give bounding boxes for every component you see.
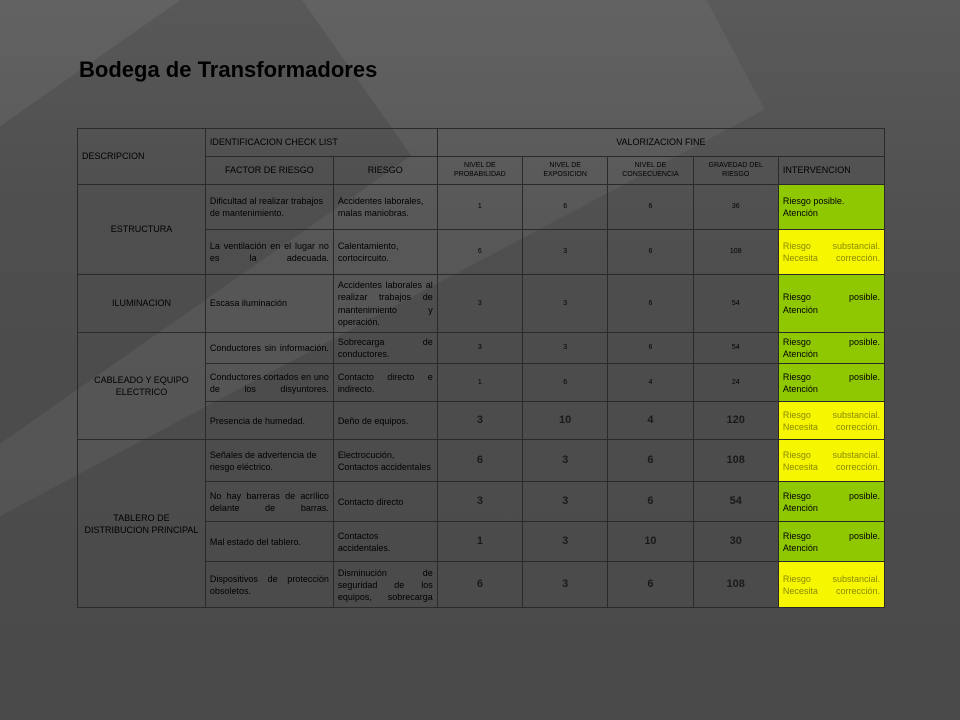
consecuencia-cell: 6: [608, 562, 693, 608]
consecuencia-cell: 6: [608, 482, 693, 522]
factor-cell: Presencia de humedad.: [205, 402, 333, 440]
intervencion-cell: Riesgo posible. Atención: [778, 333, 884, 364]
exposicion-cell: 3: [523, 275, 608, 333]
intervencion-cell: Riesgo substancial. Necesita corrección.: [778, 562, 884, 608]
consecuencia-cell: 4: [608, 402, 693, 440]
probabilidad-cell: 6: [437, 562, 522, 608]
header-descripcion: DESCRIPCION: [78, 129, 206, 185]
riesgo-cell: Contacto directo e indirecto.: [333, 364, 437, 402]
slide-title: Bodega de Transformadores: [79, 57, 378, 82]
probabilidad-cell: 3: [437, 482, 522, 522]
intervencion-cell: Riesgo posible. Atención: [778, 364, 884, 402]
factor-cell: Escasa iluminación: [205, 275, 333, 333]
probabilidad-cell: 1: [437, 185, 522, 230]
header-intervencion: INTERVENCION: [778, 157, 884, 185]
probabilidad-cell: 3: [437, 275, 522, 333]
risk-table: [77, 128, 885, 608]
header-valorizacion: VALORIZACION FINE: [437, 129, 884, 157]
gravedad-cell: 24: [693, 364, 778, 402]
riesgo-cell: Calentamiento, cortocircuito.: [333, 230, 437, 275]
table-row: [78, 185, 885, 230]
riesgo-cell: Contactos accidentales.: [333, 522, 437, 562]
gravedad-cell: 108: [693, 562, 778, 608]
gravedad-cell: 108: [693, 440, 778, 482]
consecuencia-cell: 6: [608, 185, 693, 230]
gravedad-cell: 36: [693, 185, 778, 230]
gravedad-cell: 120: [693, 402, 778, 440]
header-probabilidad: NIVEL DE PROBABILIDAD: [437, 157, 522, 185]
exposicion-cell: 6: [523, 364, 608, 402]
factor-cell: Señales de advertencia de riesgo eléctrico.: [205, 440, 333, 482]
gravedad-cell: 54: [693, 275, 778, 333]
riesgo-cell: Disminución de seguridad de los equipos, sobrecarga: [333, 562, 437, 608]
gravedad-cell: 108: [693, 230, 778, 275]
probabilidad-cell: 3: [437, 333, 522, 364]
table-row: [78, 333, 885, 364]
intervencion-cell: Riesgo posible. Atención: [778, 522, 884, 562]
probabilidad-cell: 1: [437, 522, 522, 562]
exposicion-cell: 3: [523, 333, 608, 364]
gravedad-cell: 54: [693, 333, 778, 364]
exposicion-cell: 3: [523, 562, 608, 608]
probabilidad-cell: 3: [437, 402, 522, 440]
exposicion-cell: 3: [523, 482, 608, 522]
probabilidad-cell: 1: [437, 364, 522, 402]
header-row-1: [78, 129, 885, 157]
exposicion-cell: 3: [523, 230, 608, 275]
consecuencia-cell: 6: [608, 275, 693, 333]
riesgo-cell: Deño de equipos.: [333, 402, 437, 440]
consecuencia-cell: 10: [608, 522, 693, 562]
intervencion-cell: Riesgo substancial. Necesita corrección.: [778, 230, 884, 275]
exposicion-cell: 3: [523, 522, 608, 562]
consecuencia-cell: 6: [608, 333, 693, 364]
gravedad-cell: 54: [693, 482, 778, 522]
exposicion-cell: 6: [523, 185, 608, 230]
factor-cell: Mal estado del tablero.: [205, 522, 333, 562]
table-row: [78, 275, 885, 333]
intervencion-cell: Riesgo substancial. Necesita corrección.: [778, 440, 884, 482]
exposicion-cell: 10: [523, 402, 608, 440]
section-tablero: TABLERO DE DISTRIBUCION PRINCIPAL: [78, 440, 206, 608]
factor-cell: Dificultad al realizar trabajos de mantenimiento.: [205, 185, 333, 230]
riesgo-cell: Accidentes laborales, malas maniobras.: [333, 185, 437, 230]
riesgo-cell: Electrocución, Contactos accidentales: [333, 440, 437, 482]
exposicion-cell: 3: [523, 440, 608, 482]
riesgo-cell: Accidentes laborales al realizar trabajos de mantenimiento y operación.: [333, 275, 437, 333]
factor-cell: La ventilación en el lugar no es la adecuada.: [205, 230, 333, 275]
riesgo-cell: Contacto directo: [333, 482, 437, 522]
section-estructura: ESTRUCTURA: [78, 185, 206, 275]
factor-cell: No hay barreras de acrílico delante de barras.: [205, 482, 333, 522]
probabilidad-cell: 6: [437, 440, 522, 482]
table-row: [78, 440, 885, 482]
header-identificacion: IDENTIFICACION CHECK LIST: [205, 129, 437, 157]
intervencion-cell: Riesgo posible. Atención: [778, 185, 884, 230]
section-cableado: CABLEADO Y EQUIPO ELECTRICO: [78, 333, 206, 440]
header-gravedad: GRAVEDAD DEL RIESGO: [693, 157, 778, 185]
intervencion-cell: Riesgo substancial. Necesita corrección.: [778, 402, 884, 440]
factor-cell: Conductores sin información.: [205, 333, 333, 364]
gravedad-cell: 30: [693, 522, 778, 562]
consecuencia-cell: 4: [608, 364, 693, 402]
factor-cell: Conductores cortados en uno de los disyuntores.: [205, 364, 333, 402]
header-riesgo: RIESGO: [333, 157, 437, 185]
header-exposicion: NIVEL DE EXPOSICION: [523, 157, 608, 185]
section-iluminacion: ILUMINACION: [78, 275, 206, 333]
consecuencia-cell: 6: [608, 440, 693, 482]
probabilidad-cell: 6: [437, 230, 522, 275]
consecuencia-cell: 6: [608, 230, 693, 275]
header-factor: FACTOR DE RIESGO: [205, 157, 333, 185]
factor-cell: Dispositivos de protección obsoletos.: [205, 562, 333, 608]
header-consecuencia: NIVEL DE CONSECUENCIA: [608, 157, 693, 185]
intervencion-cell: Riesgo posible. Atención: [778, 482, 884, 522]
riesgo-cell: Sobrecarga de conductores.: [333, 333, 437, 364]
intervencion-cell: Riesgo posible. Atención: [778, 275, 884, 333]
